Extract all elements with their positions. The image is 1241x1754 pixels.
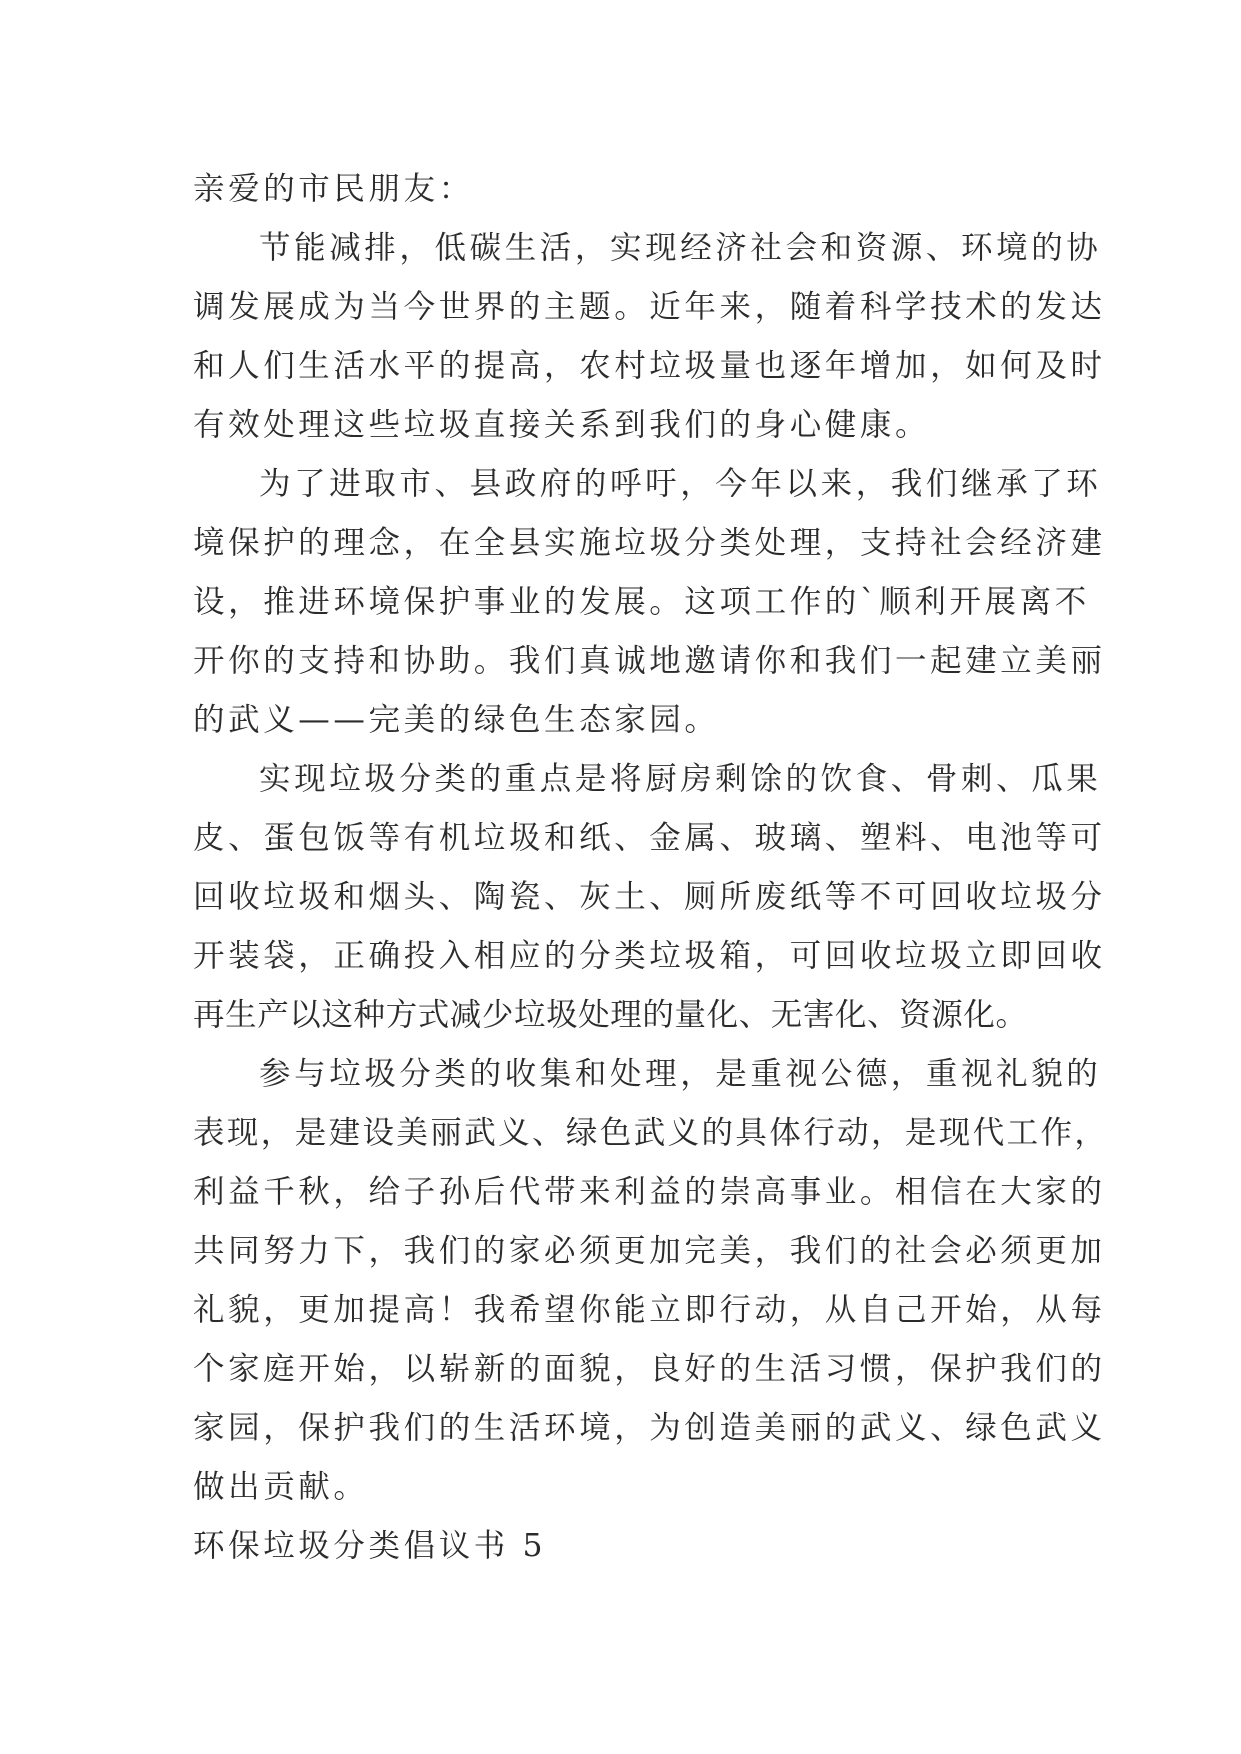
paragraph-4-line-5: 礼貌，更加提高！我希望你能立即行动，从自己开始，从每 [193,1292,1106,1328]
paragraph-3-line-1: 实现垃圾分类的重点是将厨房剩馀的饮食、骨刺、瓜果 [259,761,1102,797]
paragraph-3-line-3: 回收垃圾和烟头、陶瓷、灰土、厕所废纸等不可回收垃圾分 [193,879,1106,915]
paragraph-4-line-4: 共同努力下，我们的家必须更加完美，我们的社会必须更加 [193,1233,1106,1269]
paragraph-3-line-2: 皮、蛋包饭等有机垃圾和纸、金属、玻璃、塑料、电池等可 [193,820,1106,856]
paragraph-2-line-5: 的武义——完美的绿色生态家园。 [193,702,720,738]
paragraph-4-line-3: 利益千秋，给子孙后代带来利益的崇高事业。相信在大家的 [193,1174,1106,1210]
paragraph-4-line-1: 参与垃圾分类的收集和处理，是重视公德，重视礼貌的 [259,1056,1102,1092]
paragraph-2-line-2: 境保护的理念，在全县实施垃圾分类处理，支持社会经济建 [193,525,1106,561]
document-body [193,160,1109,1576]
salutation: 亲爱的市民朋友： [193,171,474,207]
paragraph-1-line-2: 调发展成为当今世界的主题。近年来，随着科学技术的发达 [193,289,1106,325]
paragraph-2-line-4: 开你的支持和协助。我们真诚地邀请你和我们一起建立美丽 [193,643,1106,679]
paragraph-4-line-7: 家园，保护我们的生活环境，为创造美丽的武义、绿色武义 [193,1410,1106,1446]
paragraph-4-line-6: 个家庭开始，以崭新的面貌，良好的生活习惯，保护我们的 [193,1351,1106,1387]
paragraph-2-line-3: 设，推进环境保护事业的发展。这项工作的`顺利开展离不 [193,584,1090,620]
paragraph-2-line-1: 为了进取市、县政府的呼吁，今年以来，我们继承了环 [259,466,1102,502]
paragraph-4-line-8: 做出贡献。 [193,1469,369,1505]
paragraph-3-line-4: 开装袋，正确投入相应的分类垃圾箱，可回收垃圾立即回收 [193,938,1106,974]
paragraph-1-line-1: 节能减排，低碳生活，实现经济社会和资源、环境的协 [259,230,1102,266]
paragraph-1-line-3: 和人们生活水平的提高，农村垃圾量也逐年增加，如何及时 [193,348,1106,384]
paragraph-4-line-2: 表现，是建设美丽武义、绿色武义的具体行动，是现代工作， [193,1115,1109,1151]
paragraph-1-line-4: 有效处理这些垃圾直接关系到我们的身心健康。 [193,407,931,443]
section-heading: 环保垃圾分类倡议书 5 [193,1528,547,1564]
paragraph-3-line-5: 再生产以这种方式减少垃圾处理的量化、无害化、资源化。 [193,997,1028,1033]
